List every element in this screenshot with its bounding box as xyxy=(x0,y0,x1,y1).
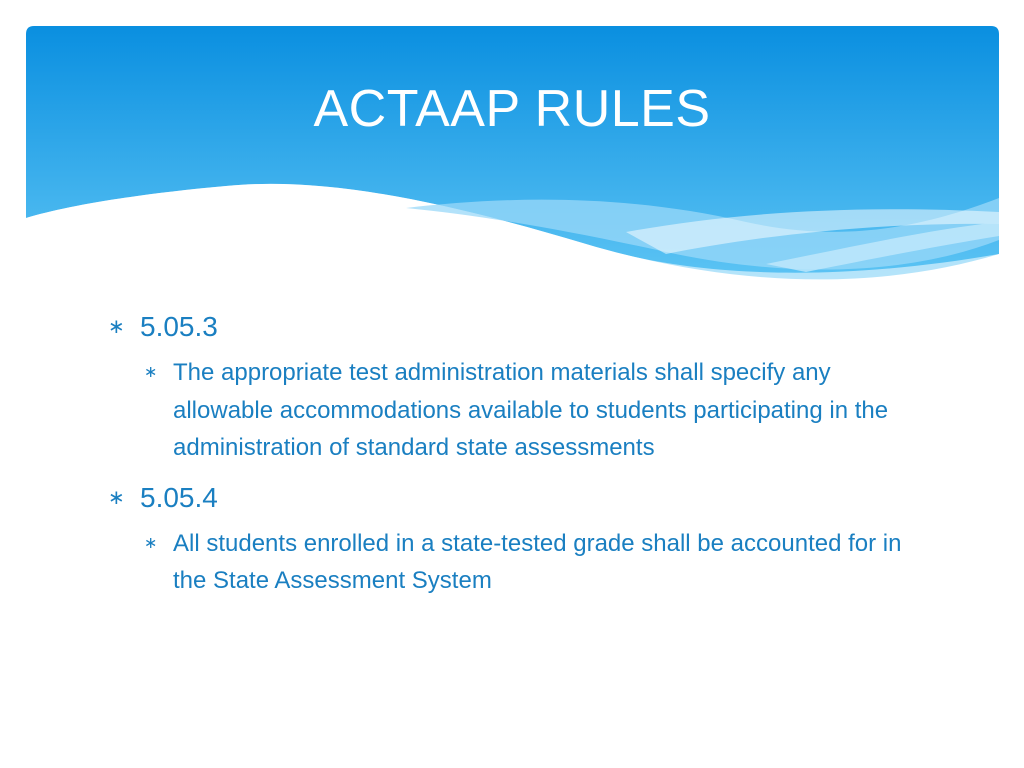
slide-title: ACTAAP RULES xyxy=(313,80,711,138)
rule-item xyxy=(108,308,928,467)
asterisk-bullet-icon: ∗ xyxy=(108,316,125,338)
rules-list xyxy=(108,308,928,612)
rule-heading-row xyxy=(108,479,928,517)
asterisk-bullet-icon: ∗ xyxy=(144,364,158,381)
rule-text: All students enrolled in a state-tested grade shall be accounted for in the State Assessment System xyxy=(173,529,902,594)
asterisk-bullet-icon: ∗ xyxy=(108,486,125,509)
rule-text-row xyxy=(108,525,928,600)
rule-heading: 5.05.3 xyxy=(140,311,218,342)
rule-item xyxy=(108,479,928,600)
rule-text: The appropriate test administration materials shall specify any allowable accommodations available to students participating in the administration of standard state assessments xyxy=(173,359,889,461)
rule-heading: 5.05.4 xyxy=(140,481,218,513)
header-banner xyxy=(26,26,999,288)
wave-background xyxy=(26,26,999,288)
asterisk-bullet-icon: ∗ xyxy=(144,534,158,552)
rule-heading-row xyxy=(108,308,928,346)
rule-text-row xyxy=(108,354,928,467)
